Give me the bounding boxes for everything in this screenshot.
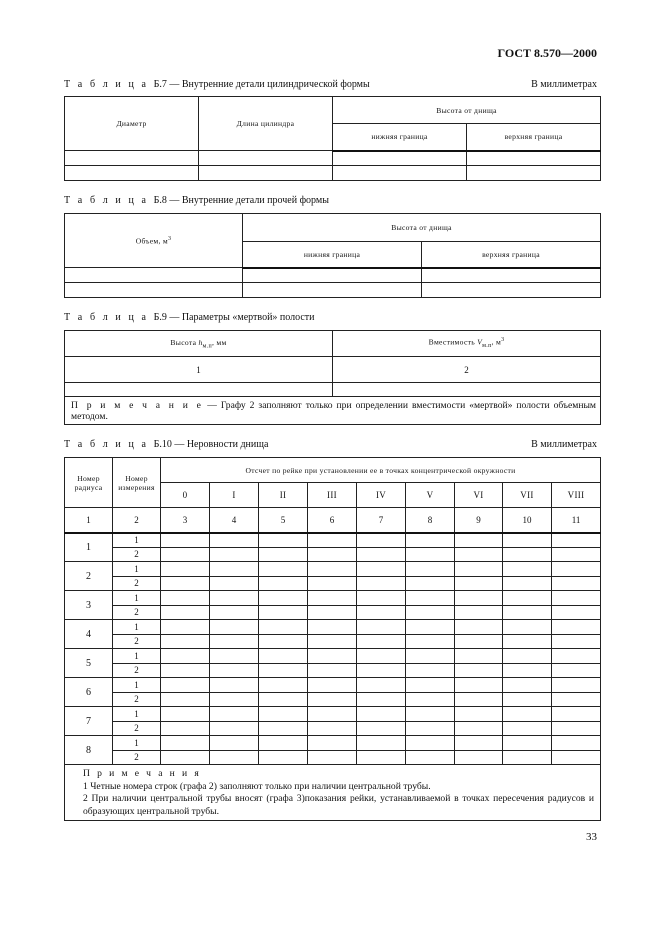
reading-cell: [455, 721, 503, 736]
table-row: [65, 707, 601, 722]
reading-cell: [357, 634, 406, 649]
table-number: Б.9: [153, 312, 167, 323]
cell: [422, 268, 601, 283]
reading-cell: [406, 591, 455, 606]
reading-cell: [406, 533, 455, 548]
reading-cell: [357, 620, 406, 635]
reading-cell: [552, 692, 601, 707]
reading-cell: [259, 620, 308, 635]
reading-cell: [455, 533, 503, 548]
col-upper-bound: верхняя граница: [422, 242, 601, 268]
reading-cell: [210, 736, 259, 751]
reading-cell: [161, 649, 210, 664]
reading-cell: [552, 663, 601, 678]
reading-cell: [503, 634, 552, 649]
reading-cell: [406, 605, 455, 620]
col-lower-bound: нижняя граница: [243, 242, 422, 268]
col-upper-bound: верхняя граница: [467, 124, 601, 151]
table-number: Б.10: [153, 439, 172, 450]
reading-cell: [552, 562, 601, 577]
table-row: [65, 663, 601, 678]
point-header: V: [406, 483, 455, 508]
table-row: [65, 678, 601, 693]
reading-cell: [357, 692, 406, 707]
reading-cell: [406, 649, 455, 664]
reading-cell: [503, 663, 552, 678]
reading-cell: [552, 620, 601, 635]
reading-cell: [552, 750, 601, 765]
table-row: [65, 692, 601, 707]
reading-cell: [210, 634, 259, 649]
column-number: 8: [406, 508, 455, 533]
radius-number: 4: [65, 620, 113, 649]
table-label: Т а б л и ц а: [64, 79, 149, 90]
table-row: [65, 268, 601, 283]
reading-cell: [503, 547, 552, 562]
reading-cell: [406, 707, 455, 722]
note-1: 1 Четные номера строк (графа 2) заполняют только при наличии центральной трубы.: [83, 780, 431, 792]
reading-cell: [210, 576, 259, 591]
reading-cell: [259, 591, 308, 606]
measurement-number: 1: [113, 533, 161, 548]
reading-cell: [455, 692, 503, 707]
table-row: [65, 620, 601, 635]
reading-cell: [503, 721, 552, 736]
reading-cell: [308, 562, 357, 577]
reading-cell: [308, 663, 357, 678]
cell: [65, 151, 199, 166]
reading-cell: [503, 707, 552, 722]
reading-cell: [161, 678, 210, 693]
table-b10-notes: [65, 765, 601, 821]
reading-cell: [357, 663, 406, 678]
reading-cell: [259, 692, 308, 707]
measurement-number: 1: [113, 707, 161, 722]
reading-cell: [210, 649, 259, 664]
radius-number: 7: [65, 707, 113, 736]
table-b9: [64, 330, 601, 425]
column-number: 2: [113, 508, 161, 533]
reading-cell: [357, 649, 406, 664]
cell: [333, 151, 467, 166]
reading-cell: [210, 692, 259, 707]
table-row: [65, 591, 601, 606]
cell: [333, 383, 601, 397]
reading-cell: [161, 663, 210, 678]
reading-cell: [503, 649, 552, 664]
reading-cell: [161, 692, 210, 707]
reading-cell: [308, 678, 357, 693]
reading-cell: [357, 591, 406, 606]
col-lower-bound: нижняя граница: [333, 124, 467, 151]
reading-cell: [259, 533, 308, 548]
reading-cell: [406, 678, 455, 693]
reading-cell: [406, 562, 455, 577]
reading-cell: [161, 707, 210, 722]
reading-cell: [161, 750, 210, 765]
measurement-number: 1: [113, 678, 161, 693]
reading-cell: [308, 605, 357, 620]
reading-cell: [308, 750, 357, 765]
column-number: 7: [357, 508, 406, 533]
table-label: Т а б л и ц а: [64, 312, 149, 323]
col-diameter: Диаметр: [65, 97, 199, 151]
reading-cell: [210, 533, 259, 548]
reading-cell: [259, 547, 308, 562]
reading-cell: [357, 533, 406, 548]
column-number: 10: [503, 508, 552, 533]
reading-cell: [259, 721, 308, 736]
reading-cell: [503, 750, 552, 765]
cell: [243, 283, 422, 298]
table-row: [65, 605, 601, 620]
column-number: 6: [308, 508, 357, 533]
point-header: VII: [503, 483, 552, 508]
reading-cell: [259, 663, 308, 678]
cell: [65, 383, 333, 397]
reading-cell: [455, 649, 503, 664]
reading-cell: [552, 591, 601, 606]
reading-cell: [259, 576, 308, 591]
table-b10-caption: [64, 439, 268, 450]
reading-cell: [455, 707, 503, 722]
reading-cell: [210, 663, 259, 678]
table-row: [65, 634, 601, 649]
cell: [199, 166, 333, 181]
reading-cell: [503, 620, 552, 635]
cell: [422, 283, 601, 298]
reading-cell: [455, 736, 503, 751]
table-number: Б.8: [153, 195, 167, 206]
reading-cell: [308, 547, 357, 562]
page-number: 33: [586, 831, 597, 843]
reading-cell: [455, 605, 503, 620]
reading-cell: [161, 533, 210, 548]
radius-number: 1: [65, 533, 113, 562]
measurement-number: 1: [113, 591, 161, 606]
reading-cell: [308, 692, 357, 707]
reading-cell: [161, 562, 210, 577]
cell: [243, 268, 422, 283]
reading-cell: [406, 736, 455, 751]
reading-cell: [503, 605, 552, 620]
reading-cell: [357, 576, 406, 591]
reading-cell: [357, 605, 406, 620]
reading-cell: [357, 707, 406, 722]
reading-cell: [503, 576, 552, 591]
reading-cell: [210, 750, 259, 765]
col-height-dead: Высота $h_{м.п}$, мм: [65, 331, 333, 357]
reading-cell: [406, 663, 455, 678]
reading-cell: [552, 576, 601, 591]
cell: [467, 151, 601, 166]
reading-cell: [210, 591, 259, 606]
table-row: [65, 576, 601, 591]
document-id: ГОСТ 8.570—2000: [497, 46, 597, 60]
radius-number: 5: [65, 649, 113, 678]
reading-cell: [503, 591, 552, 606]
reading-cell: [357, 750, 406, 765]
reading-cell: [308, 707, 357, 722]
table-number: Б.7: [153, 79, 167, 90]
table-row: [65, 562, 601, 577]
reading-cell: [161, 736, 210, 751]
cell: [65, 268, 243, 283]
reading-cell: [357, 721, 406, 736]
table-row: [65, 721, 601, 736]
reading-cell: [308, 620, 357, 635]
reading-cell: [259, 649, 308, 664]
reading-cell: [210, 620, 259, 635]
reading-cell: [552, 707, 601, 722]
measurement-number: 2: [113, 721, 161, 736]
table-b7: [64, 96, 601, 181]
reading-cell: [210, 707, 259, 722]
column-number: 1: [65, 508, 113, 533]
reading-cell: [308, 736, 357, 751]
measurement-number: 1: [113, 620, 161, 635]
reading-cell: [308, 591, 357, 606]
reading-cell: [259, 678, 308, 693]
reading-cell: [406, 692, 455, 707]
reading-cell: [210, 721, 259, 736]
reading-cell: [503, 562, 552, 577]
reading-cell: [455, 562, 503, 577]
reading-cell: [308, 533, 357, 548]
point-header: VI: [455, 483, 503, 508]
reading-cell: [455, 663, 503, 678]
table-b10: [64, 457, 601, 821]
measurement-number: 1: [113, 562, 161, 577]
point-header: VIII: [552, 483, 601, 508]
table-row: [65, 166, 601, 181]
reading-cell: [455, 591, 503, 606]
measurement-number: 2: [113, 576, 161, 591]
col-number-2: 2: [333, 357, 601, 383]
reading-cell: [503, 692, 552, 707]
col-number-1: 1: [65, 357, 333, 383]
note-2: 2 При наличии центральной трубы вносят (графа 3)показания рейки, устанавливаемой в точках пересечения радиусов и образующих центральной трубы.: [83, 793, 595, 817]
table-row: [65, 383, 601, 397]
measurement-number: 1: [113, 649, 161, 664]
radius-number: 6: [65, 678, 113, 707]
col-height-from-bottom: Высота от днища: [333, 97, 601, 124]
point-header: 0: [161, 483, 210, 508]
reading-cell: [259, 634, 308, 649]
reading-cell: [161, 634, 210, 649]
reading-cell: [161, 620, 210, 635]
col-measurement-number: Номер измерения: [113, 458, 161, 508]
table-row: [65, 533, 601, 548]
radius-number: 3: [65, 591, 113, 620]
reading-cell: [455, 620, 503, 635]
reading-cell: [259, 736, 308, 751]
table-title: — Параметры «мертвой» полости: [169, 312, 315, 323]
table-row: [65, 736, 601, 751]
reading-cell: [552, 605, 601, 620]
reading-cell: [357, 562, 406, 577]
table-label: Т а б л и ц а: [64, 439, 149, 450]
reading-cell: [552, 721, 601, 736]
measurement-number: 1: [113, 736, 161, 751]
reading-cell: [552, 678, 601, 693]
col-cylinder-length: Длина цилиндра: [199, 97, 333, 151]
table-row: [65, 649, 601, 664]
cell: [65, 166, 199, 181]
reading-cell: [406, 620, 455, 635]
measurement-number: 2: [113, 634, 161, 649]
table-b7-units: В миллиметрах: [531, 79, 597, 90]
table-row: [65, 750, 601, 765]
reading-cell: [210, 678, 259, 693]
reading-cell: [455, 634, 503, 649]
reading-cell: [455, 576, 503, 591]
table-b8: [64, 213, 601, 298]
reading-cell: [161, 576, 210, 591]
table-title: — Внутренние детали прочей формы: [169, 195, 329, 206]
reading-cell: [259, 750, 308, 765]
table-b7-caption: [64, 79, 370, 90]
reading-cell: [161, 547, 210, 562]
reading-cell: [357, 736, 406, 751]
reading-cell: [210, 547, 259, 562]
col-radius-number: Номер радиуса: [65, 458, 113, 508]
point-header: III: [308, 483, 357, 508]
cell: [65, 283, 243, 298]
measurement-number: 2: [113, 750, 161, 765]
reading-cell: [406, 576, 455, 591]
measurement-number: 2: [113, 547, 161, 562]
reading-cell: [259, 605, 308, 620]
reading-cell: [406, 634, 455, 649]
reading-cell: [552, 547, 601, 562]
table-row: [65, 283, 601, 298]
point-header: I: [210, 483, 259, 508]
cell: [333, 166, 467, 181]
column-number: 5: [259, 508, 308, 533]
table-b9-caption: [64, 312, 315, 323]
reading-cell: [259, 562, 308, 577]
table-b10-units: В миллиметрах: [531, 439, 597, 450]
col-capacity-dead: Вместимость $V_{м.п}$, $м^3$: [333, 331, 601, 357]
col-staff-reading: Отсчет по рейке при установлении ее в точках концентрической окружности: [161, 458, 601, 483]
table-b8-caption: [64, 195, 329, 206]
reading-cell: [259, 707, 308, 722]
reading-cell: [503, 736, 552, 751]
column-number: 4: [210, 508, 259, 533]
reading-cell: [552, 649, 601, 664]
point-header: IV: [357, 483, 406, 508]
col-volume: Объем, $м^3$: [65, 214, 243, 268]
reading-cell: [406, 547, 455, 562]
measurement-number: 2: [113, 692, 161, 707]
reading-cell: [357, 547, 406, 562]
cell: [199, 151, 333, 166]
reading-cell: [210, 562, 259, 577]
table-row: [65, 151, 601, 166]
column-number: 11: [552, 508, 601, 533]
notes-label: П р и м е ч а н и я: [83, 768, 202, 779]
reading-cell: [308, 634, 357, 649]
reading-cell: [308, 576, 357, 591]
reading-cell: [406, 721, 455, 736]
table-b9-note: П р и м е ч а н и е — Графу 2 заполняют только при определении вместимости «мертвой» полости объемным методом.: [65, 397, 601, 425]
reading-cell: [455, 547, 503, 562]
measurement-number: 2: [113, 663, 161, 678]
radius-number: 2: [65, 562, 113, 591]
reading-cell: [161, 721, 210, 736]
reading-cell: [503, 533, 552, 548]
reading-cell: [455, 678, 503, 693]
reading-cell: [406, 750, 455, 765]
table-row: [65, 547, 601, 562]
table-title: — Внутренние детали цилиндрической формы: [169, 79, 370, 90]
reading-cell: [308, 721, 357, 736]
column-number: 3: [161, 508, 210, 533]
reading-cell: [455, 750, 503, 765]
table-label: Т а б л и ц а: [64, 195, 149, 206]
reading-cell: [552, 736, 601, 751]
point-header: II: [259, 483, 308, 508]
radius-number: 8: [65, 736, 113, 765]
reading-cell: [552, 533, 601, 548]
measurement-number: 2: [113, 605, 161, 620]
reading-cell: [308, 649, 357, 664]
reading-cell: [552, 634, 601, 649]
table-title: — Неровности днища: [174, 439, 269, 450]
col-height-from-bottom: Высота от днища: [243, 214, 601, 242]
reading-cell: [161, 591, 210, 606]
reading-cell: [503, 678, 552, 693]
column-number: 9: [455, 508, 503, 533]
reading-cell: [357, 678, 406, 693]
reading-cell: [161, 605, 210, 620]
cell: [467, 166, 601, 181]
reading-cell: [210, 605, 259, 620]
